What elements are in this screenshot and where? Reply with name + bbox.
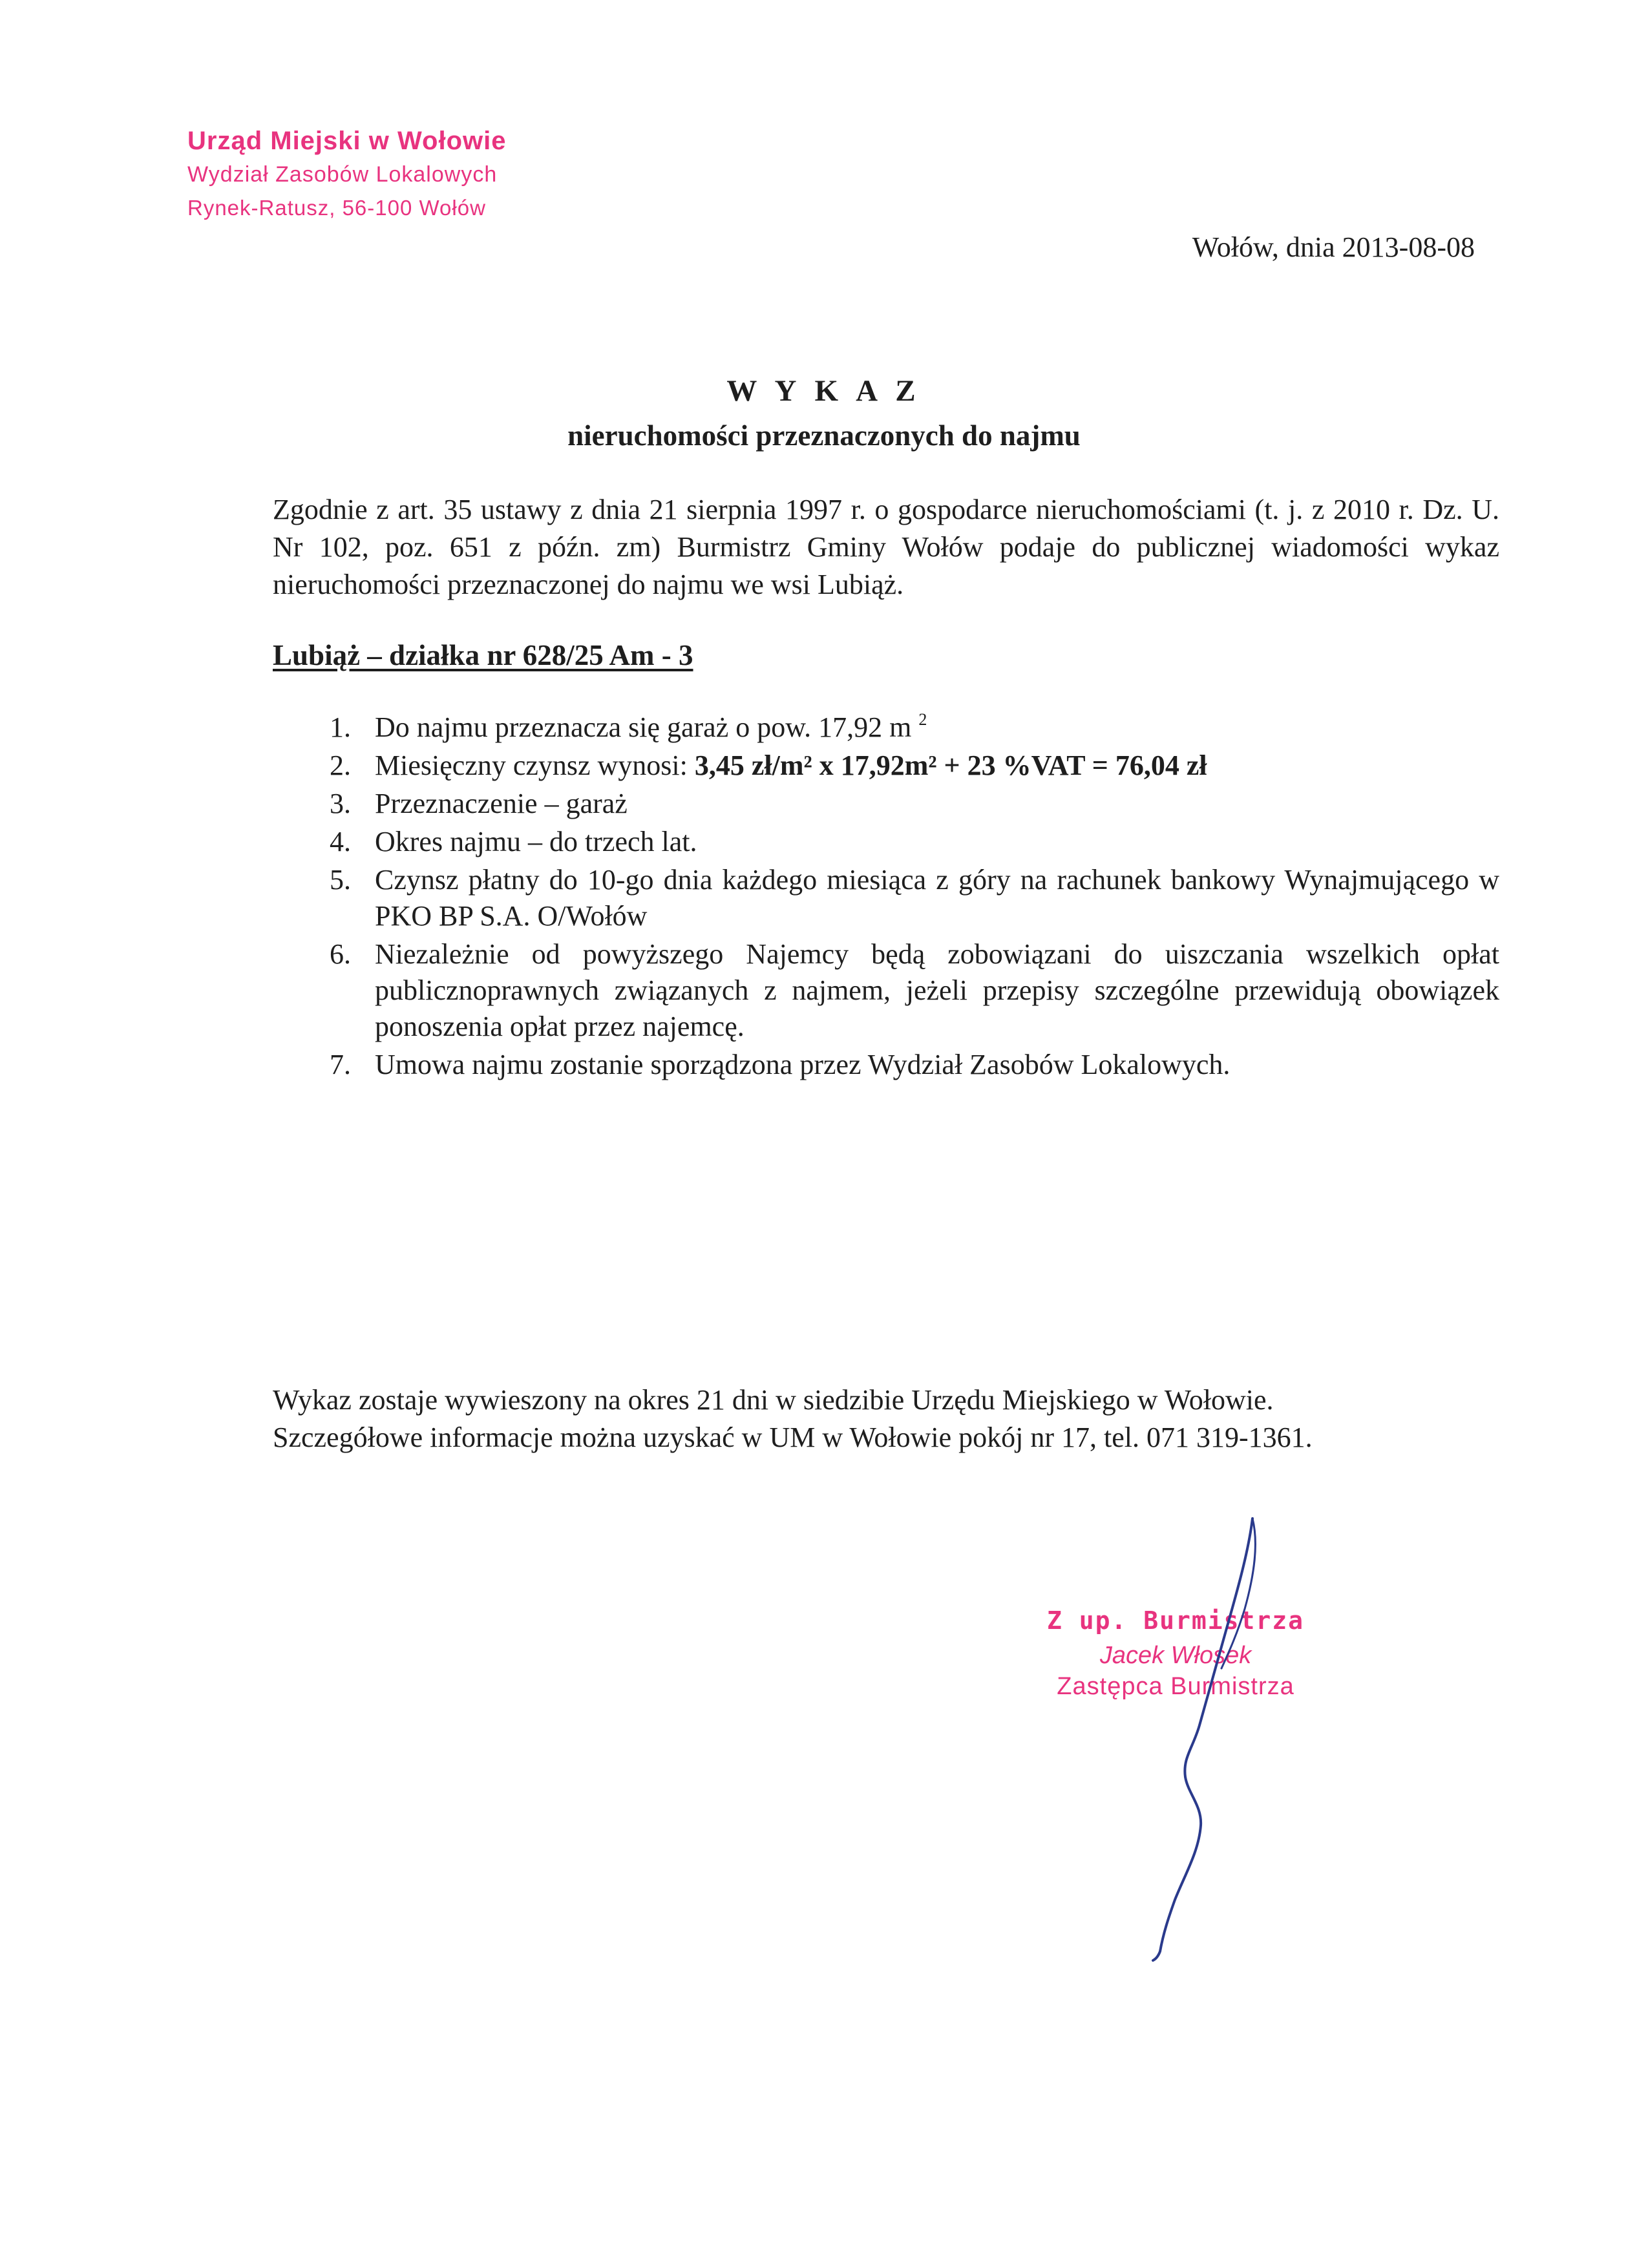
stamp-address: Rynek-Ratusz, 56-100 Wołów	[187, 196, 486, 220]
item-number: 7.	[330, 1049, 351, 1080]
signature-stroke	[1153, 1518, 1252, 1960]
list-item	[330, 709, 1499, 746]
item-text: Czynsz płatny do 10-go dnia każdego miesiąca z góry na rachunek bankowy Wynajmującego w PKO BP S.A. O/Wołów	[375, 864, 1499, 932]
signature-stamp-name: Jacek Włosek	[1099, 1642, 1252, 1669]
item-superscript: 2	[918, 710, 927, 729]
signature-stamp-title: Zastępca Burmistrza	[1057, 1673, 1294, 1700]
intro-paragraph: Zgodnie z art. 35 ustawy z dnia 21 sierpnia 1997 r. o gospodarce nieruchomościami (t. j. z 2010 r. Dz. U. Nr 102, poz. 651 z późn. zm) Burmistrz Gminy Wołów podaje do publicznej wiadomości wykaz nieruchomości przeznaczonej do najmu we wsi Lubiąż.	[273, 494, 1499, 600]
item-number: 1.	[330, 711, 351, 743]
closing-note	[273, 1381, 1313, 1456]
list-item	[330, 786, 1499, 822]
conditions-list	[330, 709, 1499, 1085]
list-item	[330, 1047, 1499, 1083]
item-text: Niezależnie od powyższego Najemcy będą zobowiązani do uiszczania wszelkich opłat publicznoprawnych związanych z najmem, jeżeli przepisy szczególne przewidują obowiązek ponoszenia opłat przez najemcę.	[375, 938, 1499, 1042]
item-text: Okres najmu – do trzech lat.	[375, 826, 697, 857]
item-number: 2.	[330, 750, 351, 781]
item-number: 4.	[330, 826, 351, 857]
list-item	[330, 748, 1499, 784]
item-number: 5.	[330, 864, 351, 896]
item-text: Miesięczny czynsz wynosi:	[375, 750, 695, 781]
item-text: Do najmu przeznacza się garaż o pow. 17,92 m	[375, 711, 912, 743]
item-number: 3.	[330, 788, 351, 819]
stamp-office-name: Urząd Miejski w Wołowie	[187, 127, 507, 155]
closing-line-2: Szczegółowe informacje można uzyskać w UM w Wołowie pokój nr 17, tel. 071 319-1361.	[273, 1422, 1313, 1453]
list-item	[330, 862, 1499, 934]
rent-calculation: 3,45 zł/m² x 17,92m² + 23 %VAT = 76,04 zł	[694, 750, 1207, 781]
list-item	[330, 824, 1499, 860]
item-number: 6.	[330, 938, 351, 970]
closing-line-1: Wykaz zostaje wywieszony na okres 21 dni w siedzibie Urzędu Miejskiego w Wołowie.	[273, 1384, 1274, 1416]
signature-loop	[1221, 1518, 1255, 1668]
office-header-stamp	[187, 124, 506, 225]
item-text: Umowa najmu zostanie sporządzona przez Wydział Zasobów Lokalowych.	[375, 1049, 1231, 1080]
handwritten-signature	[1099, 1499, 1293, 1964]
list-item	[330, 936, 1499, 1045]
document-title: W Y K A Z	[726, 374, 922, 408]
signature-stamp-authority: Z up. Burmistrza	[1047, 1606, 1305, 1635]
parcel-heading: Lubiąż – działka nr 628/25 Am - 3	[273, 639, 693, 671]
document-subtitle: nieruchomości przeznaczonych do najmu	[567, 419, 1081, 452]
stamp-department: Wydział Zasobów Lokalowych	[187, 162, 498, 187]
item-text: Przeznaczenie – garaż	[375, 788, 628, 819]
place-date-line: Wołów, dnia 2013-08-08	[1192, 231, 1475, 263]
